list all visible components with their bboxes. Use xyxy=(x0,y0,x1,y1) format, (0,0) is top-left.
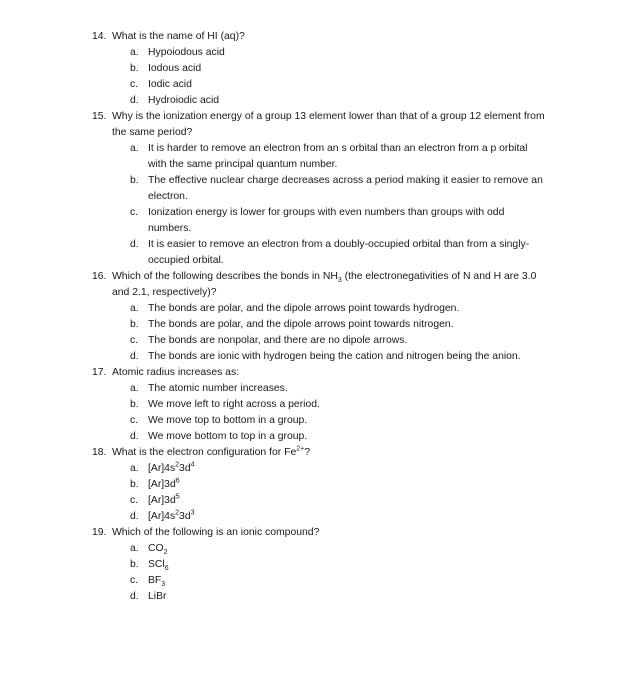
question-stem xyxy=(92,109,551,141)
option-text: The bonds are ionic with hydrogen being the cation and nitrogen being the anion. xyxy=(148,351,521,362)
superscript: 2+ xyxy=(296,445,305,453)
option-d xyxy=(130,429,551,445)
option-b xyxy=(130,61,551,77)
option-letter: d. xyxy=(130,431,139,442)
question-stem xyxy=(92,269,551,301)
option-text: The effective nuclear charge decreases across a period making it easier to remove an electron. xyxy=(148,175,543,202)
option-text: Hydroiodic acid xyxy=(148,95,220,106)
option-letter: b. xyxy=(130,175,139,186)
question-text: Why is the ionization energy of a group 13 element lower than that of a group 12 element from the same period? xyxy=(112,111,545,138)
option-letter: d. xyxy=(130,511,139,522)
option-c xyxy=(130,573,551,589)
option-b xyxy=(130,557,551,573)
config-part: [Ar]4s xyxy=(148,463,176,474)
config-part: 3d xyxy=(179,463,191,474)
option-letter: d. xyxy=(130,239,139,250)
question-text: Which of the following is an ionic compound? xyxy=(112,527,320,538)
option-letter: c. xyxy=(130,207,139,218)
option-text: The atomic number increases. xyxy=(148,383,288,394)
question-stem xyxy=(92,365,551,381)
option-text xyxy=(148,461,551,477)
option-letter: a. xyxy=(130,143,139,154)
option-text: The bonds are polar, and the dipole arrows point towards nitrogen. xyxy=(148,319,454,330)
option-text: Ionization energy is lower for groups with even numbers than groups with odd numbers. xyxy=(148,207,505,234)
option-text xyxy=(148,477,551,493)
answer-options xyxy=(92,301,551,365)
option-d xyxy=(130,509,551,525)
subscript: 6 xyxy=(164,565,169,573)
subscript: 3 xyxy=(161,581,166,589)
option-text xyxy=(148,573,551,589)
option-letter: c. xyxy=(130,575,139,586)
formula-part: LiBr xyxy=(148,591,167,602)
question-number: 19. xyxy=(92,527,107,538)
question-text: What is the name of HI (aq)? xyxy=(112,31,245,42)
option-letter: d. xyxy=(130,95,139,106)
option-text: It is easier to remove an electron from a doubly-occupied orbital than from a singly-occupied orbital. xyxy=(148,239,530,266)
option-a xyxy=(130,461,551,477)
answer-options xyxy=(92,141,551,269)
option-d xyxy=(130,237,551,269)
question-number: 16. xyxy=(92,271,107,282)
option-text: Iodic acid xyxy=(148,79,192,90)
option-b xyxy=(130,317,551,333)
option-letter: d. xyxy=(130,351,139,362)
question-number: 17. xyxy=(92,367,107,378)
formula-part: CO xyxy=(148,543,164,554)
question-stem xyxy=(92,525,551,541)
option-c xyxy=(130,205,551,237)
question-19 xyxy=(92,525,551,605)
option-text xyxy=(148,557,551,573)
answer-options xyxy=(92,45,551,109)
option-letter: b. xyxy=(130,319,139,330)
option-letter: b. xyxy=(130,479,139,490)
option-letter: a. xyxy=(130,47,139,58)
option-letter: a. xyxy=(130,543,139,554)
option-c xyxy=(130,413,551,429)
config-part: 3d xyxy=(179,511,191,522)
question-16 xyxy=(92,269,551,365)
question-stem xyxy=(92,29,551,45)
question-number: 18. xyxy=(92,447,107,458)
option-text: We move bottom to top in a group. xyxy=(148,431,308,442)
option-d xyxy=(130,349,551,365)
option-c xyxy=(130,77,551,93)
option-c xyxy=(130,493,551,509)
superscript: 3 xyxy=(190,509,195,517)
formula-part: BF xyxy=(148,575,162,586)
question-text xyxy=(112,445,551,461)
option-text: It is harder to remove an electron from an s orbital than an electron from a p orbital with the same principal quantum number. xyxy=(148,143,528,170)
option-text: We move top to bottom in a group. xyxy=(148,415,308,426)
option-text: Hypoiodous acid xyxy=(148,47,225,58)
option-letter: c. xyxy=(130,79,139,90)
option-text xyxy=(148,509,551,525)
superscript: 2 xyxy=(175,461,180,469)
option-text: We move left to right across a period. xyxy=(148,399,320,410)
option-letter: d. xyxy=(130,591,139,602)
option-a xyxy=(130,141,551,173)
config-part: [Ar]4s xyxy=(148,511,176,522)
question-18 xyxy=(92,445,551,525)
config-part: [Ar]3d xyxy=(148,495,176,506)
option-text: The bonds are polar, and the dipole arrows point towards hydrogen. xyxy=(148,303,460,314)
question-15 xyxy=(92,109,551,269)
question-14 xyxy=(92,29,551,109)
question-text xyxy=(112,269,551,301)
answer-options xyxy=(92,461,551,525)
superscript: 2 xyxy=(175,509,180,517)
option-letter: a. xyxy=(130,383,139,394)
option-letter: a. xyxy=(130,463,139,474)
subscript: 3 xyxy=(337,277,342,285)
question-17 xyxy=(92,365,551,445)
option-d xyxy=(130,589,551,605)
option-b xyxy=(130,173,551,205)
option-letter: b. xyxy=(130,559,139,570)
option-text: The bonds are nonpolar, and there are no dipole arrows. xyxy=(148,335,408,346)
question-text-before: Which of the following describes the bonds in NH xyxy=(112,271,338,282)
option-a xyxy=(130,301,551,317)
answer-options xyxy=(92,541,551,605)
superscript: 6 xyxy=(175,477,180,485)
option-letter: b. xyxy=(130,63,139,74)
option-b xyxy=(130,397,551,413)
superscript: 4 xyxy=(190,461,195,469)
option-text xyxy=(148,589,551,605)
question-stem xyxy=(92,445,551,461)
question-number: 15. xyxy=(92,111,107,122)
option-text xyxy=(148,541,551,557)
question-text-after: (the electronegativities of N and H are 3.0 and 2.1, respectively)? xyxy=(112,271,537,298)
option-letter: c. xyxy=(130,495,139,506)
option-a xyxy=(130,541,551,557)
answer-options xyxy=(92,381,551,445)
question-text: Atomic radius increases as: xyxy=(112,367,240,378)
option-c xyxy=(130,333,551,349)
formula-part: SCl xyxy=(148,559,165,570)
superscript: 5 xyxy=(175,493,180,501)
option-letter: c. xyxy=(130,335,139,346)
option-d xyxy=(130,93,551,109)
option-a xyxy=(130,381,551,397)
question-text-before: What is the electron configuration for Fe xyxy=(112,447,297,458)
question-number: 14. xyxy=(92,31,107,42)
option-b xyxy=(130,477,551,493)
subscript: 2 xyxy=(163,549,168,557)
option-letter: c. xyxy=(130,415,139,426)
option-letter: b. xyxy=(130,399,139,410)
config-part: [Ar]3d xyxy=(148,479,176,490)
option-letter: a. xyxy=(130,303,139,314)
option-text: Iodous acid xyxy=(148,63,202,74)
option-text xyxy=(148,493,551,509)
question-text-after: ? xyxy=(304,447,311,458)
option-a xyxy=(130,45,551,61)
